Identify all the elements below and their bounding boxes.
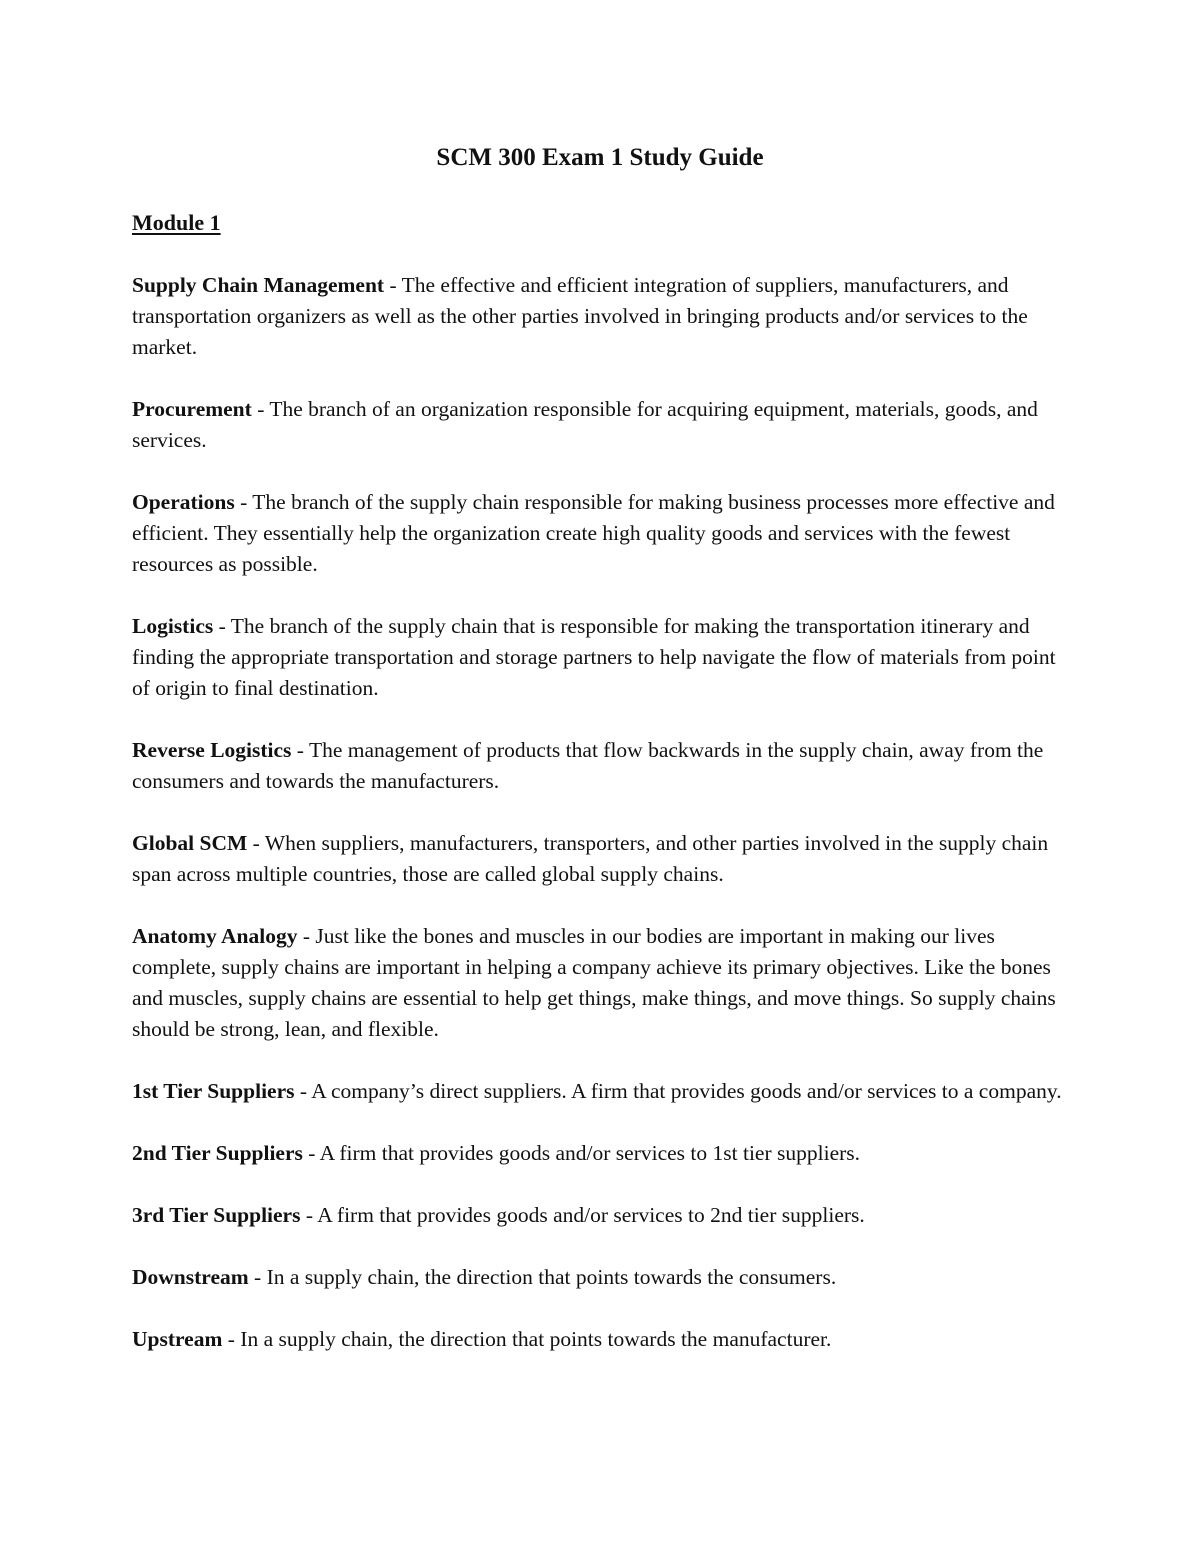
definition-text: Just like the bones and muscles in our bodies are important in making our lives complete, supply chains are important in helping a company achieve its primary objectives. Like the bones and muscles, supply chains are essential to help get things, make things, and move things. So supply chains should be strong, lean, and flexible. (132, 924, 1056, 1041)
definition-3rd-tier-suppliers: 3rd Tier Suppliers - A firm that provides goods and/or services to 2nd tier suppliers. (132, 1203, 865, 1227)
definition-supply-chain-management: Supply Chain Management - The effective and efficient integration of suppliers, manufacturers, and transportation organizers as well as the other parties involved in bringing products and/or services to the market. (132, 273, 1028, 359)
term: 1st Tier Suppliers (132, 1079, 295, 1103)
definition-text: The management of products that flow backwards in the supply chain, away from the consumers and towards the manufacturers. (132, 738, 1044, 793)
definition-anatomy-analogy: Anatomy Analogy - Just like the bones and muscles in our bodies are important in making our lives complete, supply chains are important in helping a company achieve its primary objectives. Like the bones and muscles, supply chains are essential to help get things, make things, and move things. So supply chains should be strong, lean, and flexible. (132, 924, 1056, 1041)
term: Upstream (132, 1327, 223, 1351)
definition-1st-tier-suppliers: 1st Tier Suppliers - A company’s direct suppliers. A firm that provides goods and/or services to a company. (132, 1079, 1062, 1103)
definition-list (132, 270, 1062, 1386)
definition-global-scm: Global SCM - When suppliers, manufacturers, transporters, and other parties involved in the supply chain span across multiple countries, those are called global supply chains. (132, 831, 1049, 886)
definition-text: A firm that provides goods and/or services to 2nd tier suppliers. (317, 1203, 865, 1227)
definition-text: In a supply chain, the direction that points towards the consumers. (266, 1265, 837, 1289)
definition-logistics: Logistics - The branch of the supply chain that is responsible for making the transportation itinerary and finding the appropriate transportation and storage partners to help navigate the flow of materials from point of origin to final destination. (132, 614, 1056, 700)
definition-text: The branch of an organization responsible for acquiring equipment, materials, goods, and services. (132, 397, 1038, 452)
term: Global SCM (132, 831, 248, 855)
term: 3rd Tier Suppliers (132, 1203, 301, 1227)
definition-downstream: Downstream - In a supply chain, the direction that points towards the consumers. (132, 1265, 837, 1289)
definition-procurement: Procurement - The branch of an organization responsible for acquiring equipment, materials, goods, and services. (132, 397, 1038, 452)
document-title: SCM 300 Exam 1 Study Guide (436, 144, 764, 171)
term: Reverse Logistics (132, 738, 292, 762)
term: Procurement (132, 397, 252, 421)
definition-text: In a supply chain, the direction that points towards the manufacturer. (240, 1327, 832, 1351)
definition-text: The effective and efficient integration of suppliers, manufacturers, and transportation organizers as well as the other parties involved in bringing products and/or services to the market. (132, 273, 1028, 359)
definition-text: The branch of the supply chain responsible for making business processes more effective and efficient. They essentially help the organization create high quality goods and services with the fewest resources as possible. (132, 490, 1055, 576)
definition-2nd-tier-suppliers: 2nd Tier Suppliers - A firm that provides goods and/or services to 1st tier suppliers. (132, 1141, 861, 1165)
definition-operations: Operations - The branch of the supply chain responsible for making business processes more effective and efficient. They essentially help the organization create high quality goods and services with the fewest resources as possible. (132, 490, 1055, 576)
term: Supply Chain Management (132, 273, 385, 297)
term: Anatomy Analogy (132, 924, 298, 948)
term: Operations (132, 490, 235, 514)
term: Logistics (132, 614, 214, 638)
definition-text: A firm that provides goods and/or services to 1st tier suppliers. (319, 1141, 861, 1165)
definition-text: The branch of the supply chain that is responsible for making the transportation itinerary and finding the appropriate transportation and storage partners to help navigate the flow of materials from point of origin to final destination. (132, 614, 1056, 700)
definition-text: When suppliers, manufacturers, transporters, and other parties involved in the supply chain span across multiple countries, those are called global supply chains. (132, 831, 1049, 886)
definition-text: A company’s direct suppliers. A firm that provides goods and/or services to a company. (311, 1079, 1062, 1103)
definition-upstream: Upstream - In a supply chain, the direction that points towards the manufacturer. (132, 1327, 832, 1351)
module-heading: Module 1 (132, 210, 221, 235)
term: Downstream (132, 1265, 249, 1289)
term: 2nd Tier Suppliers (132, 1141, 303, 1165)
definition-reverse-logistics: Reverse Logistics - The management of products that flow backwards in the supply chain, away from the consumers and towards the manufacturers. (132, 738, 1044, 793)
